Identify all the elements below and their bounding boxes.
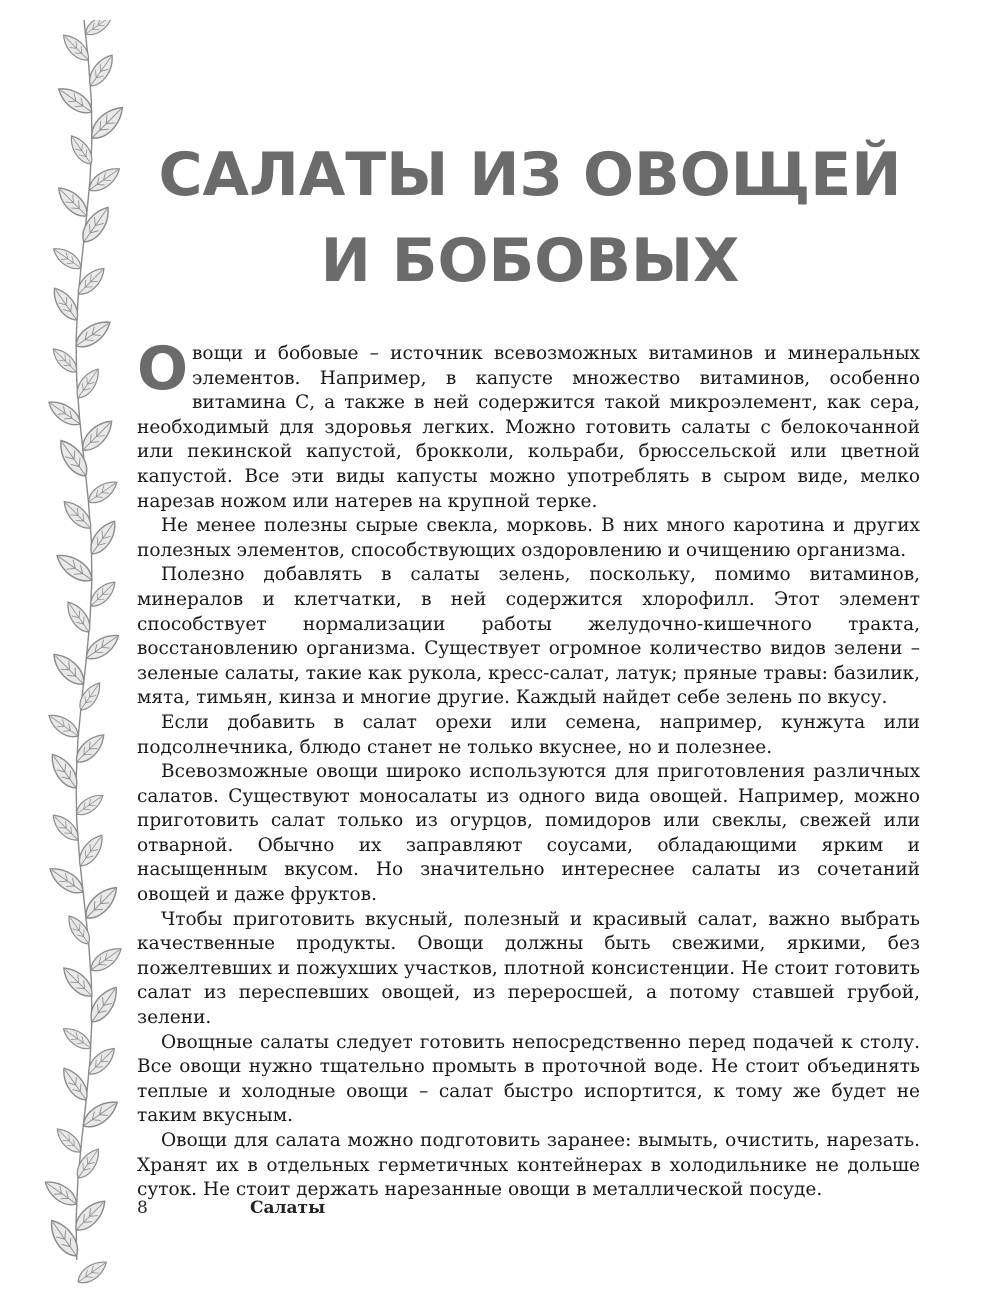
page-title: [150, 132, 910, 304]
leaf-icon: [82, 20, 116, 39]
leaf-icon: [80, 882, 122, 924]
page-footer: [137, 1198, 637, 1222]
leaf-icon: [74, 1257, 110, 1288]
leaf-icon: [59, 30, 93, 64]
leaf-icon: [60, 1023, 95, 1053]
section-name: Салаты: [250, 1198, 326, 1218]
paragraph-1-text: вощи и бобовые – источник всевозможных витаминов и минеральных элементов. Например, в капусте множество витаминов, особенно витамина С, а также в ней содержится такой микроэлемент, как сера, необходимый для здоровья легких. Можно готовить салаты с белокочанной или пекинской капустой, брокколи, кольраби, брюссельской или цветной капустой. Все эти виды капусты можно употреблять в сыром виде, мелко нарезав ножом или натерев на крупной терке.: [137, 343, 920, 512]
paragraph-4: Если добавить в салат орехи или семена, например, кунжута или подсолнечника, блюдо станет не только вкуснее, но и полезнее.: [137, 711, 920, 758]
leaf-icon: [52, 549, 96, 587]
paragraph-5: Всевозможные овощи широко используются для приготовления различных салатов. Существуют моносалаты из одного вида овощей. Например, можно приготовить салат только из огурцов, помидоров или свеклы, свежей или отварной. Обычно их заправляют соусами, обладающими ярким и насыщенным вкусом. Но значительно интереснее салаты из сочетаний овощей и даже фруктов.: [137, 761, 920, 906]
leaf-icon: [85, 477, 121, 508]
leaf-icon: [77, 416, 117, 456]
paragraph-3: Полезно добавлять в салаты зелень, поскольку, помимо витаминов, минералов и клетчатки, в ней содержится хлорофилл. Этот элемент способствует нормализации работы желудочно-кишечного тракта, восстановлению организма. Существует огромное количество видов зелени – зеленые салаты, такие как рукола, кресс-салат, латук; пряные травы: базилик, мята, тимьян, кинза и многие другие. Каждый найдет себе зелень по вкусу.: [137, 564, 920, 709]
leaf-icon: [50, 243, 85, 273]
title-line-2: И БОБОВЫХ: [320, 226, 740, 296]
title-line-1: САЛАТЫ ИЗ ОВОЩЕЙ: [158, 140, 902, 210]
leaf-icon: [45, 710, 82, 742]
leaf-vine-border: [36, 20, 132, 1295]
leaf-icon: [73, 790, 107, 819]
leaf-vine-icon: [36, 20, 132, 1295]
leaf-icon: [71, 316, 114, 353]
article-body: [137, 334, 920, 1203]
leaf-icon: [53, 183, 92, 222]
paragraph-2: Не менее полезны сырые свекла, морковь. В них много каротина и других полезных элементов, способствующих оздоровлению и очищению организма.: [137, 515, 920, 561]
paragraph-7: Овощные салаты следует готовить непосредственно перед подачей к столу. Все овощи нужно тщательно промыть в проточной воде. Не стоит объединять теплые и холодные овощи – салат быстро испортится, к тому же будет не таким вкусным.: [137, 1031, 920, 1127]
leaf-icon: [41, 1176, 81, 1210]
paragraph-6: Чтобы приготовить вкусный, полезный и красивый салат, важно выбрать качественные продукты. Овощи должны быть свежими, яркими, без пожелтевших и пожухших участков, плотной консистенции. Не стоит готовить салат из переспевших овощей, из переросшей, а потому ставшей грубой, зелени.: [137, 908, 920, 1029]
paragraph-1: [137, 334, 920, 514]
drop-cap: О: [137, 334, 189, 404]
leaf-icon: [87, 943, 126, 976]
leaf-icon: [48, 649, 89, 690]
leaf-icon: [53, 1124, 85, 1156]
paragraph-8: Овощи для салата можно подготовить заранее: вымыть, очистить, нарезать. Хранят их в отдельных герметичных контейнерах в холодильнике не дольше суток. Не стоит держать нарезанные овощи в металлической посуде.: [137, 1130, 920, 1201]
page-number: 8: [137, 1198, 148, 1218]
